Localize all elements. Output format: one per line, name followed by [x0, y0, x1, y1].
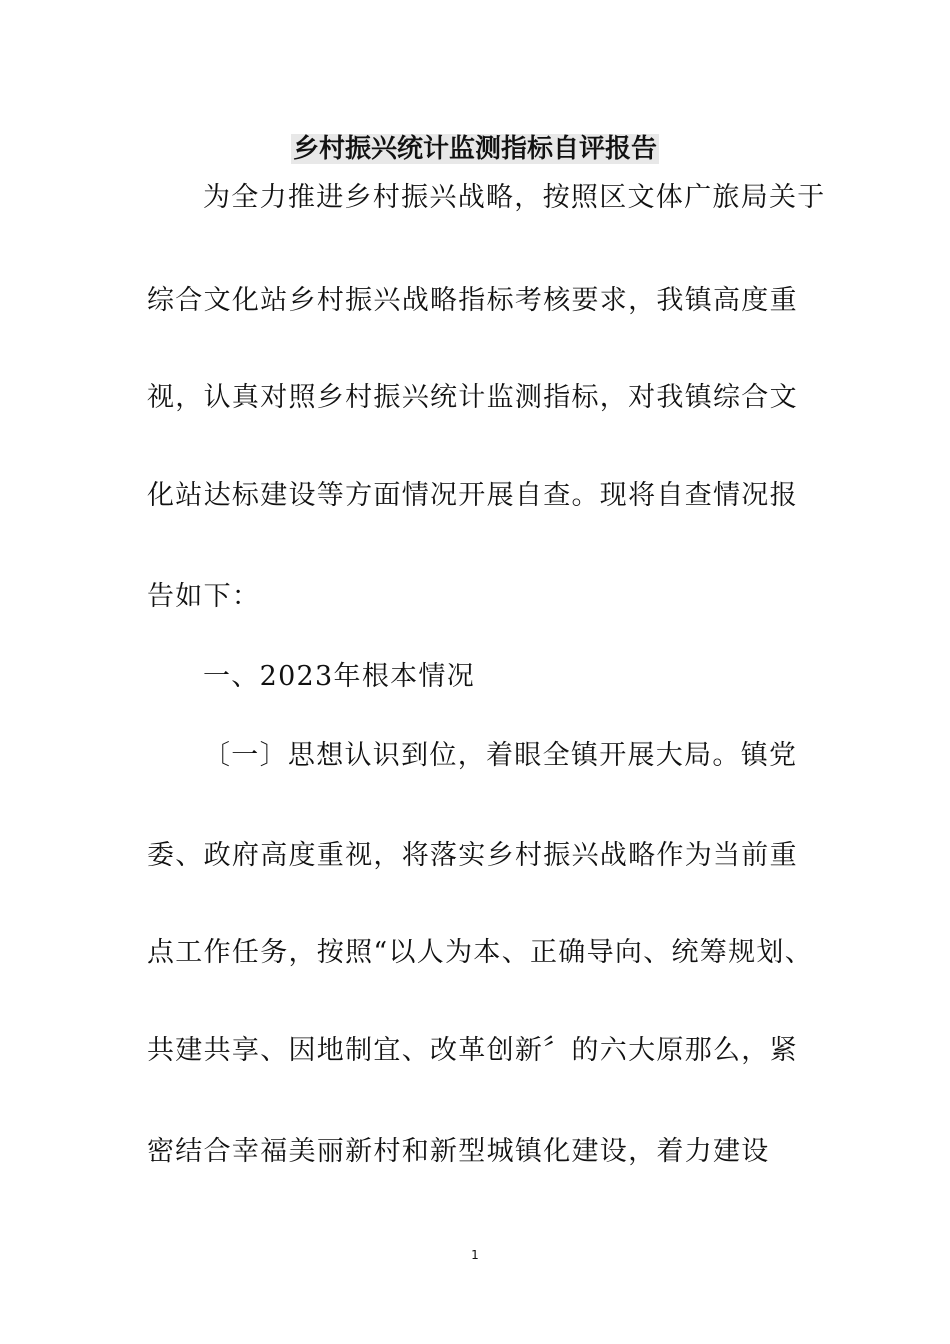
body-line-9: 点工作任务，按照“以人为本、正确导向、统筹规划、: [147, 937, 814, 968]
body-line-5: 告如下：: [147, 581, 261, 612]
document-title: 乡村振兴统计监测指标自评报告: [292, 134, 657, 164]
section-heading: 一、2023年根本情况: [203, 661, 476, 692]
body-line-7: 〔一〕思想认识到位，着眼全镇开展大局。镇党: [203, 740, 798, 771]
page-number: 1: [471, 1248, 479, 1262]
body-line-11: 密结合幸福美丽新村和新型城镇化建设，着力建设: [147, 1136, 770, 1167]
body-line-1: 为全力推进乡村振兴战略，按照区文体广旅局关于: [203, 182, 826, 213]
body-line-2: 综合文化站乡村振兴战略指标考核要求，我镇高度重: [147, 285, 798, 316]
body-line-8: 委、政府高度重视，将落实乡村振兴战略作为当前重: [147, 840, 798, 871]
body-line-4: 化站达标建设等方面情况开展自查。现将自查情况报: [147, 480, 798, 511]
body-line-3: 视，认真对照乡村振兴统计监测指标，对我镇综合文: [147, 382, 798, 413]
body-line-10: 共建共享、因地制宜、改革创新〞的六大原那么，紧: [147, 1035, 798, 1066]
